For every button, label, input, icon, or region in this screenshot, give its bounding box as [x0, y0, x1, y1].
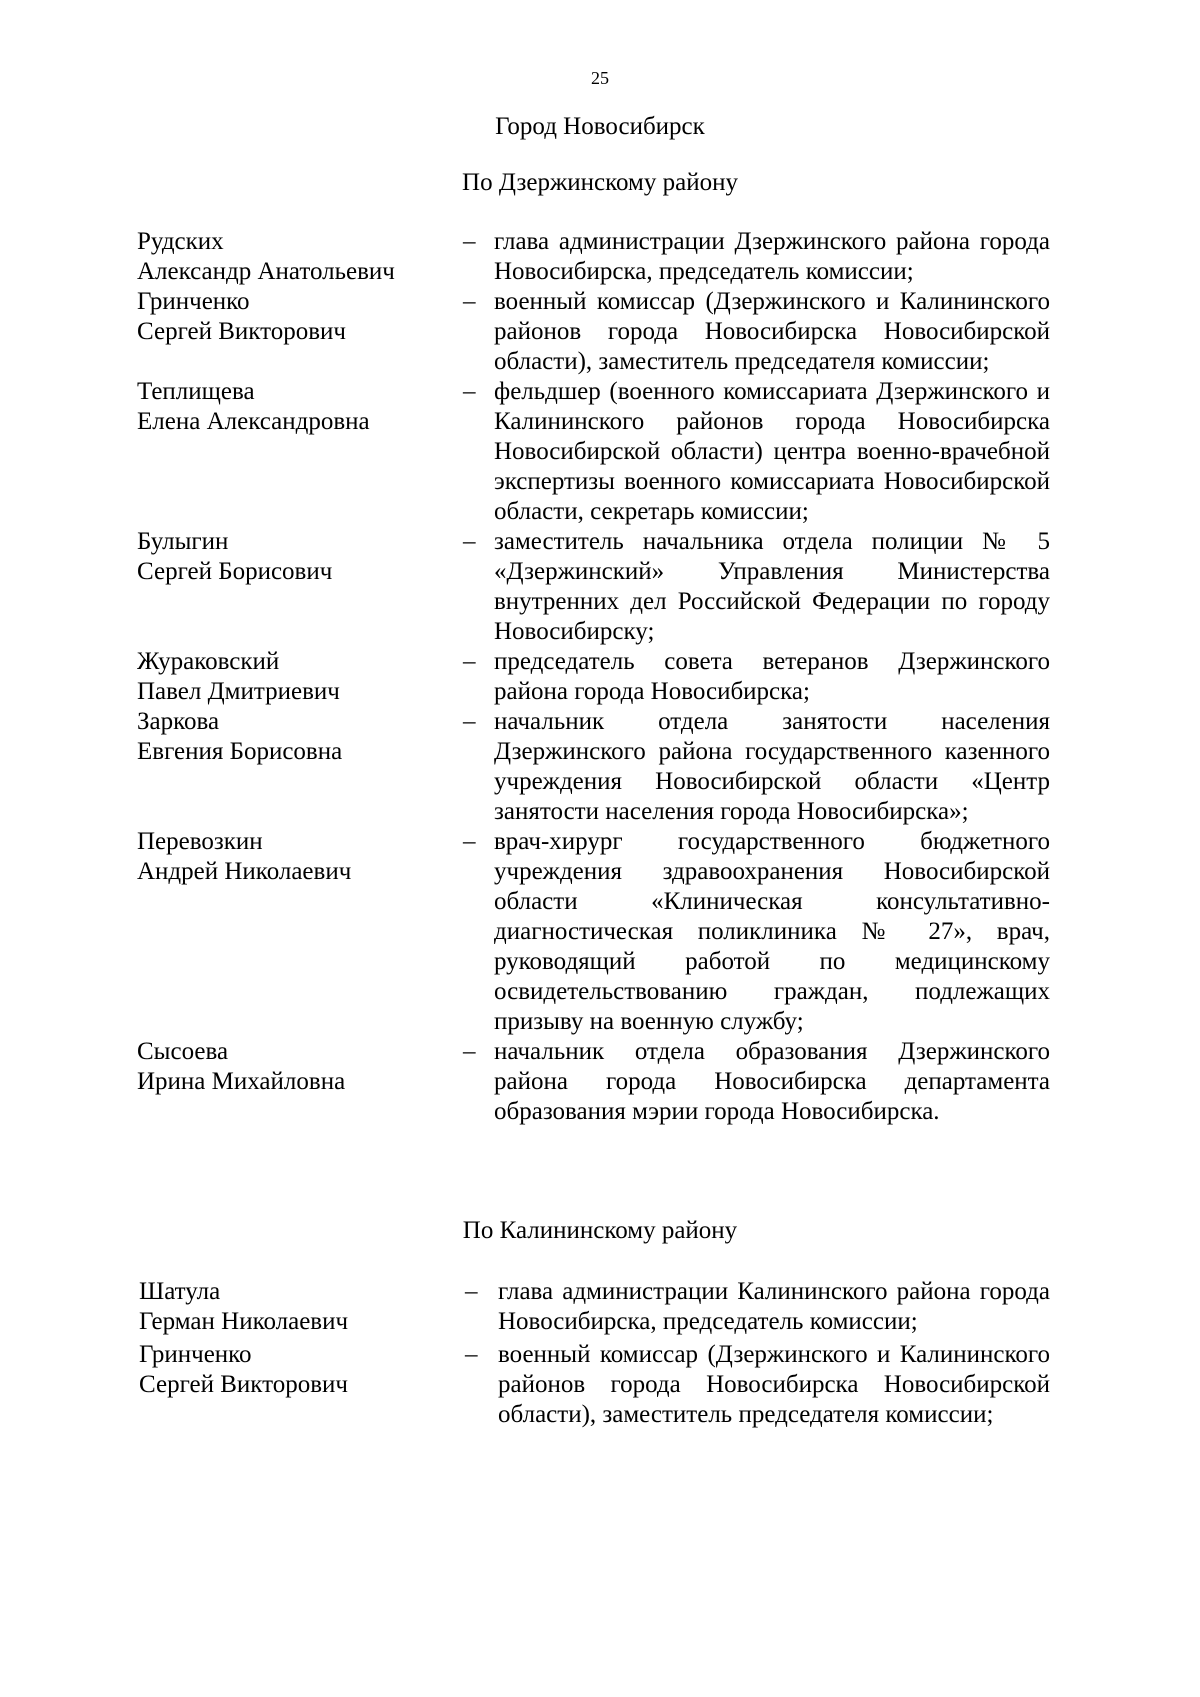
member-dash: – [463, 288, 476, 315]
member-role: начальник отдела образования Дзержинского района города Новосибирска департамента образования мэрии города Новосибирска. [494, 1038, 1050, 1125]
member-given-names: Евгения Борисовна [137, 738, 343, 765]
member-name [137, 227, 463, 287]
member-given-names: Александр Анатольевич [137, 258, 395, 285]
page-number: 25 [591, 68, 609, 88]
member-name [137, 287, 463, 347]
member-row [137, 827, 1050, 1037]
member-row [137, 1037, 1050, 1127]
member-surname: Жураковский [137, 648, 280, 675]
city-title: Город Новосибирск [495, 113, 705, 140]
member-role: председатель совета ветеранов Дзержинского района города Новосибирска; [494, 648, 1050, 705]
member-row [139, 1277, 1050, 1337]
member-surname: Булыгин [137, 528, 229, 555]
member-given-names: Герман Николаевич [139, 1308, 349, 1335]
member-given-names: Ирина Михайловна [137, 1068, 346, 1095]
member-list-kalininsky [139, 1277, 1050, 1430]
member-surname: Гринченко [139, 1341, 252, 1368]
member-dash: – [463, 708, 476, 735]
member-role: глава администрации Дзержинского района города Новосибирска, председатель комиссии; [494, 228, 1050, 285]
member-surname: Гринченко [137, 288, 250, 315]
member-role: заместитель начальника отдела полиции № 5 «Дзержинский» Управления Министерства внутренних дел Российской Федерации по городу Новосибирску; [494, 528, 1050, 645]
member-role: начальник отдела занятости населения Дзержинского района государственного казенного учреждения Новосибирской области «Центр занятости населения города Новосибирска»; [494, 708, 1050, 825]
member-name [137, 827, 463, 887]
member-row [137, 647, 1050, 707]
member-row [137, 377, 1050, 527]
member-dash: – [463, 378, 476, 405]
member-surname: Перевозкин [137, 828, 263, 855]
member-name [137, 527, 463, 587]
section-heading-dzerzhinsky: По Дзержинскому району [462, 169, 738, 196]
member-dash: – [463, 528, 476, 555]
member-dash: – [463, 648, 476, 675]
member-name [137, 377, 463, 437]
member-dash: – [465, 1278, 478, 1305]
member-surname: Сысоева [137, 1038, 229, 1065]
member-role: военный комиссар (Дзержинского и Калининского районов города Новосибирска Новосибирской области), заместитель председателя комиссии; [498, 1341, 1050, 1428]
member-name [139, 1277, 465, 1337]
member-list-dzerzhinsky [137, 227, 1050, 1127]
member-role: глава администрации Калининского района города Новосибирска, председатель комиссии; [498, 1278, 1050, 1335]
member-given-names: Елена Александровна [137, 408, 370, 435]
member-role: военный комиссар (Дзержинского и Калининского районов города Новосибирска Новосибирской области), заместитель председателя комиссии; [494, 288, 1050, 375]
member-row [137, 707, 1050, 827]
member-name [137, 707, 463, 767]
member-surname: Шатула [139, 1278, 221, 1305]
member-role: фельдшер (военного комиссариата Дзержинского и Калининского районов города Новосибирска Новосибирской области) центра военно-врачебной экспертизы военного комиссариата Новосибирской области, секретарь комиссии; [494, 378, 1050, 525]
member-given-names: Павел Дмитриевич [137, 678, 340, 705]
member-dash: – [463, 1038, 476, 1065]
member-row [137, 287, 1050, 377]
member-given-names: Сергей Викторович [139, 1371, 348, 1398]
member-name [137, 647, 463, 707]
member-name [137, 1037, 463, 1097]
member-role: врач-хирург государственного бюджетного учреждения здравоохранения Новосибирской области «Клиническая консультативно-диагностическая поликлиника № 27», врач, руководящий работой по медицинскому освидетельствованию граждан, подлежащих призыву на военную службу; [494, 828, 1050, 1035]
member-surname: Заркова [137, 708, 220, 735]
member-given-names: Сергей Викторович [137, 318, 346, 345]
member-surname: Теплищева [137, 378, 255, 405]
member-dash: – [463, 228, 476, 255]
member-dash: – [463, 828, 476, 855]
member-name [139, 1340, 465, 1400]
section-heading-kalininsky: По Калининскому району [462, 1217, 738, 1244]
member-row [137, 527, 1050, 647]
member-given-names: Андрей Николаевич [137, 858, 352, 885]
member-given-names: Сергей Борисович [137, 558, 333, 585]
member-surname: Рудских [137, 228, 224, 255]
member-dash: – [465, 1341, 478, 1368]
member-row [139, 1340, 1050, 1430]
member-row [137, 227, 1050, 287]
